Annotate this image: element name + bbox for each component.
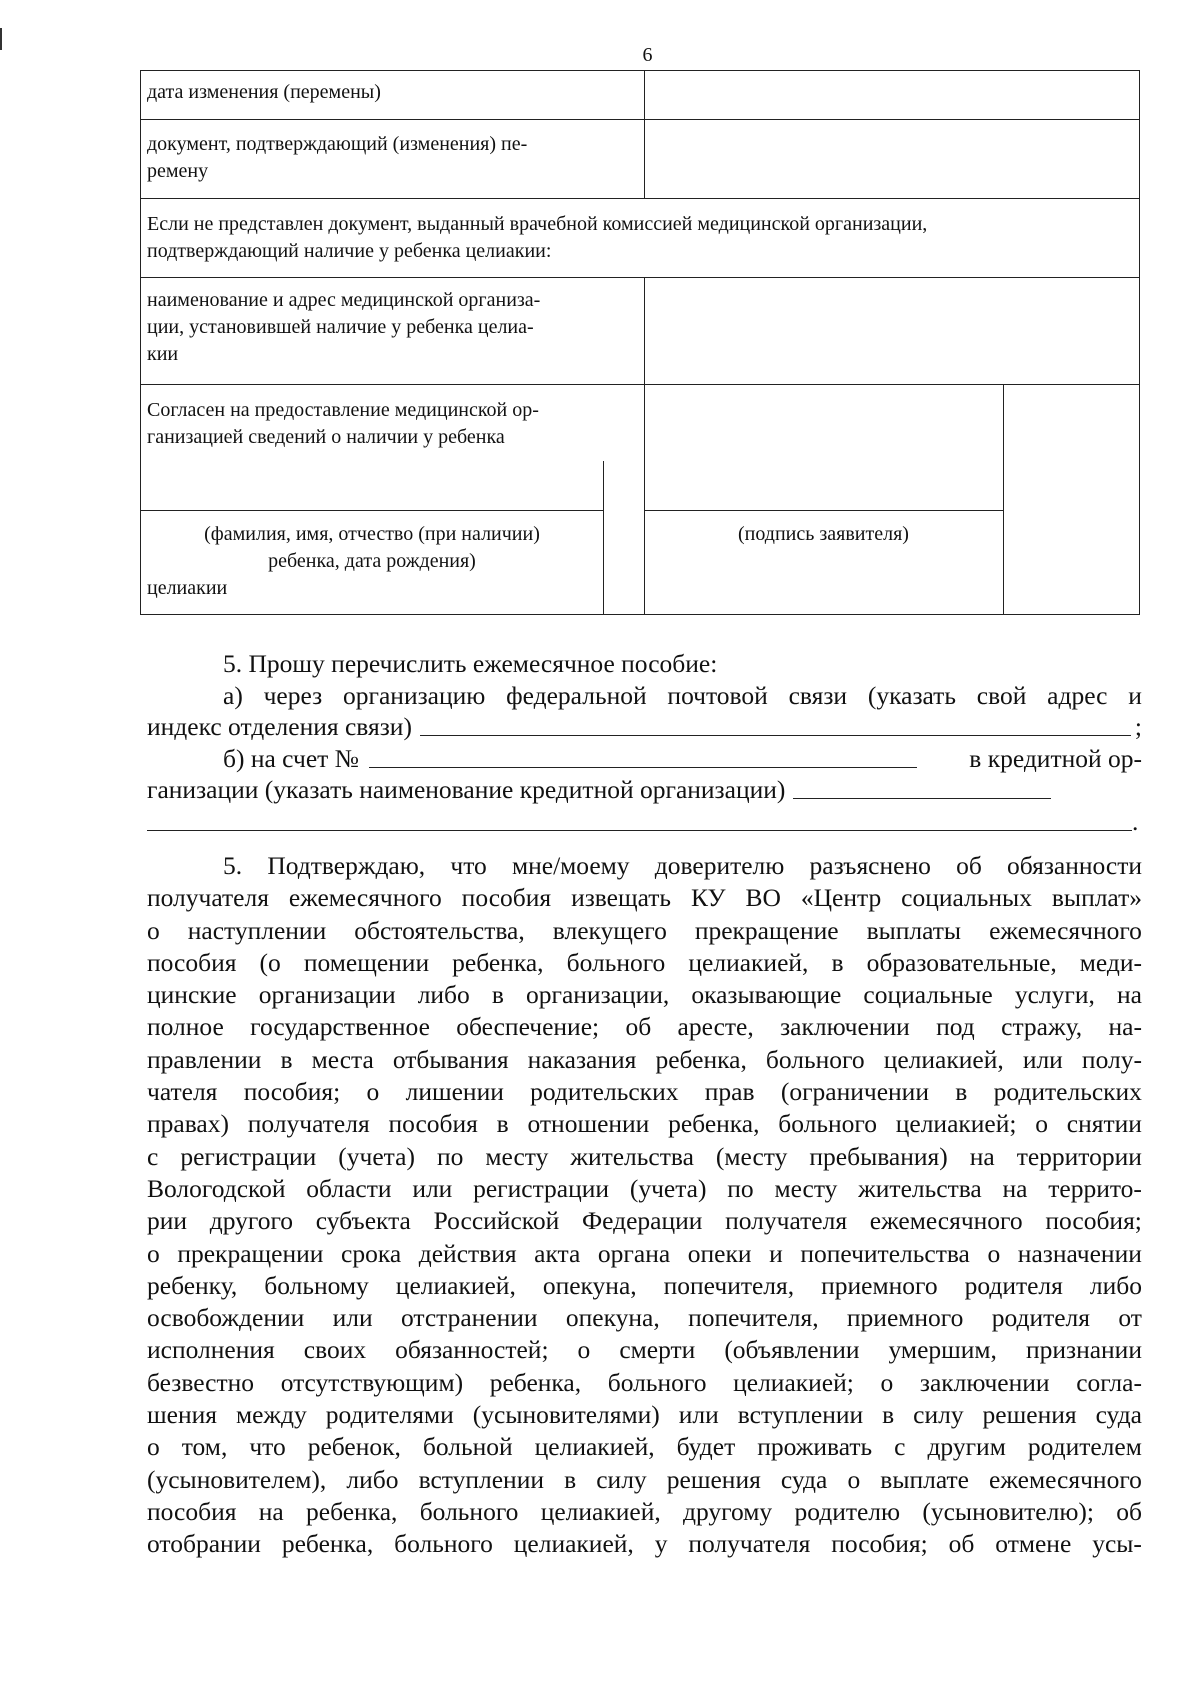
confirmation-line: отобрании ребенка, больного целиакией, у получателя пособия; об отмене усы- <box>147 1529 1142 1559</box>
confirmation-line: пособия на ребенка, больного целиакией, другому родителю (усыновителю); об <box>147 1496 1142 1526</box>
change-date-label: дата изменения (перемены) <box>147 81 381 103</box>
confirmation-line: 5. Подтверждаю, что мне/моему доверителю разъяснено об обязанности <box>223 851 1142 880</box>
confirmation-line: правах) получателя пособия в отношении ребенка, больного целиакией; о снятии <box>147 1109 1142 1139</box>
confirmation-line: исполнения своих обязанностей; о смерти (объявлении умершим, признании <box>147 1335 1142 1365</box>
bank-name-line <box>147 774 1142 806</box>
confirmation-line: чателя пособия; о лишении родительских прав (ограничении в родительских <box>147 1077 1142 1107</box>
row-divider <box>141 119 1139 120</box>
column-divider <box>644 71 645 198</box>
postal-option-text: а) через организацию федеральной почтовой связи (указать свой адрес и <box>223 680 1142 710</box>
column-divider <box>644 277 645 614</box>
confirmation-line: получателя ежемесячного пособия извещать КУ ВО «Центр социальных выплат» <box>147 883 1142 913</box>
row-divider <box>141 277 1139 278</box>
column-divider <box>603 461 604 614</box>
postal-index-suffix: ; <box>1134 712 1142 741</box>
confirmation-line: о наступлении обстоятельства, влекущего прекращение выплаты ежемесячного <box>147 915 1142 945</box>
applicant-form-table <box>140 70 1140 615</box>
signature-caption: (подпись заявителя) <box>738 523 909 545</box>
confirmation-line: Вологодской области или регистрации (учета) по месту жительства на террито- <box>147 1173 1142 1203</box>
child-name-caption-line-3: целиакии <box>147 577 228 599</box>
postal-index-label: индекс отделения связи) <box>147 712 412 741</box>
consent-label-line-1: Согласен на предоставление медицинской ор- <box>147 399 539 421</box>
confirmation-line: о том, что ребенок, больной целиакией, будет проживать с другим родителем <box>147 1432 1142 1462</box>
child-name-caption-line-1: (фамилия, имя, отчество (при наличии) <box>204 523 540 545</box>
account-number-field[interactable] <box>369 743 917 768</box>
change-document-label-line-1: документ, подтверждающий (изменения) пе- <box>147 133 528 155</box>
confirmation-line: шения между родителями (усыновителями) или вступлении в силу решения суда <box>147 1400 1142 1430</box>
postal-index-line <box>147 711 1142 743</box>
confirmation-line: о прекращении срока действия акта органа опеки и попечительства о назначении <box>147 1238 1142 1268</box>
confirmation-line: полное государственное обеспечение; об аресте, заключении под стражу, на- <box>147 1012 1142 1042</box>
confirmation-line: ребенку, больному целиакией, опекуна, попечителя, приемного родителя либо <box>147 1270 1142 1300</box>
consent-label-line-2: ганизацией сведений о наличии у ребенка <box>147 426 505 448</box>
medical-commission-heading-line-1: Если не представлен документ, выданный врачебной комиссией медицинской организации, <box>147 213 928 235</box>
bank-name-suffix: . <box>1132 806 1139 836</box>
medical-organization-label-line-3: кии <box>147 343 179 365</box>
confirmation-line: с регистрации (учета) по месту жительства (месту пребывания) на территории <box>147 1141 1142 1171</box>
postal-option-line <box>147 680 1142 712</box>
account-line <box>147 743 1142 775</box>
confirmation-line: цинские организации либо в организации, оказывающие социальные услуги, на <box>147 980 1142 1010</box>
payment-heading: 5. Прошу перечислить ежемесячное пособие: <box>223 649 718 678</box>
account-suffix: в кредитной ор- <box>969 743 1142 773</box>
change-document-label-line-2: ремену <box>147 160 209 182</box>
bank-name-label: ганизации (указать наименование кредитной организации) <box>147 775 786 804</box>
bank-name-field[interactable] <box>793 774 1051 799</box>
medical-organization-label-line-1: наименование и адрес медицинской организа- <box>147 289 541 311</box>
confirmation-line: пособия (о помещении ребенка, больного целиакией, в образовательные, меди- <box>147 947 1142 977</box>
medical-commission-heading-line-2: подтверждающий наличие у ребенка целиакии: <box>147 240 552 262</box>
account-label: б) на счет № <box>223 743 359 773</box>
confirmation-line: безвестно отсутствующим) ребенка, больного целиакией; о заключении согла- <box>147 1367 1142 1397</box>
confirmation-line: рии другого субъекта Российской Федерации получателя ежемесячного пособия; <box>147 1206 1142 1236</box>
bank-name-continuation-field[interactable] <box>147 806 1132 831</box>
bank-name-continuation-line <box>147 806 1142 838</box>
payment-section <box>147 648 1142 837</box>
child-name-caption-line-2: ребенка, дата рождения) <box>268 550 476 572</box>
medical-organization-label-line-2: ции, установившей наличие у ребенка целиа- <box>147 316 534 338</box>
row-divider <box>141 198 1139 199</box>
row-divider <box>141 510 603 511</box>
row-divider <box>644 510 1003 511</box>
confirmation-line: освобождении или отстранении опекуна, попечителя, приемного родителя от <box>147 1303 1142 1333</box>
page-number: 6 <box>642 44 653 66</box>
row-divider <box>141 384 1139 385</box>
column-divider <box>1003 384 1004 614</box>
postal-address-field[interactable] <box>420 711 1131 736</box>
confirmation-section <box>147 850 1142 1561</box>
confirmation-line: (усыновителем), либо вступлении в силу решения суда о выплате ежемесячного <box>147 1464 1142 1494</box>
confirmation-line: правлении в места отбывания наказания ребенка, больного целиакией, или полу- <box>147 1044 1142 1074</box>
